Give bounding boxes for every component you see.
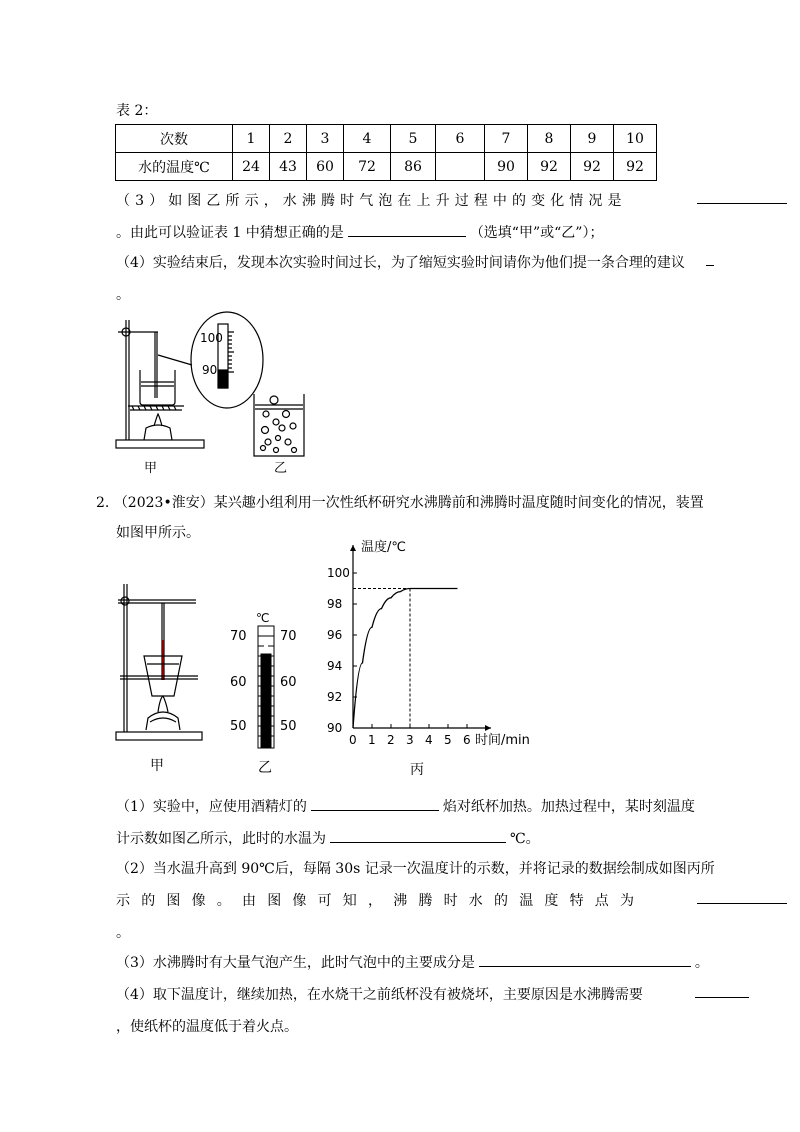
cell: 90: [485, 153, 528, 181]
q1-part4-line1: （4）实验结束后，发现本次实验时间过长，为了缩短实验时间请你为他们提一条合理的建议: [116, 255, 685, 271]
table-row: [116, 153, 657, 181]
cell: 4: [344, 125, 391, 153]
answer-blank[interactable]: [311, 796, 439, 811]
cell: 7: [485, 125, 528, 153]
cell: [436, 153, 485, 181]
fig-label-yi: 乙: [258, 760, 272, 776]
q2-part1-line2: 计示数如图乙所示，此时的水温为 ℃。: [116, 828, 540, 848]
q2-stem-line2: 如图甲所示。: [116, 525, 200, 541]
x-tick-label: 2: [387, 733, 395, 747]
cell: 6: [436, 125, 485, 153]
table-row: [116, 125, 657, 153]
cell: 92: [614, 153, 657, 181]
cell: 8: [528, 125, 571, 153]
answer-blank[interactable]: [697, 889, 787, 904]
y-tick-label: 98: [327, 597, 343, 611]
q2-number: 2.: [96, 495, 110, 511]
x-tick-label: 4: [425, 733, 433, 747]
q2-apparatus-figure: [110, 580, 210, 780]
q1-part3-line2: 。由此可以验证表 1 中猜想正确的是 （选填“甲”或“乙”）；: [116, 222, 603, 242]
y-axis-label: 温度/℃: [361, 540, 406, 555]
cell: 2: [270, 125, 307, 153]
x-tick-label: 0: [349, 733, 357, 747]
table-caption: 表 2：: [116, 103, 158, 119]
q2-part4-line2: ，使纸杯的温度低于着火点。: [116, 1019, 298, 1035]
cell: 92: [571, 153, 614, 181]
x-tick-label: 5: [444, 733, 452, 747]
y-tick-label: 92: [327, 690, 343, 704]
x-tick-label: 1: [368, 733, 376, 747]
cell: 1: [233, 125, 270, 153]
y-tick-label: 90: [327, 721, 343, 735]
answer-blank[interactable]: [330, 828, 506, 843]
thermo-tick-right: 60: [280, 675, 297, 690]
cell: 72: [344, 153, 391, 181]
thermo-tick-left: 70: [230, 629, 247, 644]
y-axis-arrow: [350, 545, 356, 551]
x-axis-label: 时间/min: [475, 733, 530, 748]
thermo-top-label: 100: [200, 331, 223, 345]
y-tick-label: 96: [327, 628, 343, 642]
q2-temperature-chart: [320, 540, 550, 778]
answer-blank[interactable]: [695, 983, 749, 998]
q2-thermometer-figure: [220, 606, 310, 776]
q2-part4-line1: （4）取下温度计，继续加热，在水烧干之前纸杯没有被烧坏，主要原因是水沸腾需要: [116, 987, 643, 1003]
answer-blank[interactable]: [706, 251, 714, 266]
fig-label-yi: 乙: [274, 461, 288, 476]
thermo-tick-left: 50: [230, 719, 247, 734]
row-label-temp: 水的温度℃: [116, 153, 233, 181]
cell: 43: [270, 153, 307, 181]
answer-blank[interactable]: [348, 222, 466, 237]
row-label-count: 次数: [116, 125, 233, 153]
thermo-tick-left: 60: [230, 675, 247, 690]
fig-label-jia: 甲: [144, 461, 158, 476]
q1-figure: [108, 310, 348, 480]
y-tick-label: 100: [327, 566, 350, 580]
answer-blank[interactable]: [697, 189, 787, 204]
cell: 3: [307, 125, 344, 153]
q2-part2-line1: （2）当水温升高到 90℃后，每隔 30s 记录一次温度计的示数，并将记录的数据绘制成如图丙所: [116, 861, 715, 877]
thermo-tick-right: 50: [280, 719, 297, 734]
cell: 5: [391, 125, 436, 153]
thermo-tick-right: 70: [280, 629, 297, 644]
thermo-bottom-label: 90: [202, 363, 218, 377]
q2-stem-line1: 2. （2023•淮安）某兴趣小组利用一次性纸杯研究水沸腾前和沸腾时温度随时间变化的情况，装置: [96, 495, 704, 511]
x-axis-arrow: [485, 725, 491, 731]
y-tick-label: 94: [327, 659, 343, 673]
fig-label-jia: 甲: [150, 758, 164, 774]
cell: 60: [307, 153, 344, 181]
q2-part2-line3: 。: [116, 925, 130, 941]
x-tick-label: 6: [463, 733, 471, 747]
q2-part1-line1: （1）实验中，应使用酒精灯的 焰对纸杯加热。加热过程中，某时刻温度: [116, 796, 695, 816]
cell: 24: [233, 153, 270, 181]
series-line: [353, 589, 458, 729]
temperature-table: [115, 124, 657, 181]
q2-part3-line1: （3）水沸腾时有大量气泡产生，此时气泡中的主要成分是 。: [116, 952, 709, 972]
cell: 10: [614, 125, 657, 153]
fig-label-bing: 丙: [410, 762, 424, 778]
q1-part4-line2: 。: [116, 287, 130, 303]
answer-blank[interactable]: [479, 952, 691, 967]
q1-part3-line1: （3）如图乙所示，水沸腾时气泡在上升过程中的变化情况是: [116, 193, 627, 209]
cell: 92: [528, 153, 571, 181]
cell: 86: [391, 153, 436, 181]
cell: 9: [571, 125, 614, 153]
thermo-unit: ℃: [256, 611, 270, 625]
x-tick-label: 3: [406, 733, 414, 747]
q2-part2-line2: 示的图像。由图像可知，沸腾时水的温度特点为: [116, 893, 646, 909]
